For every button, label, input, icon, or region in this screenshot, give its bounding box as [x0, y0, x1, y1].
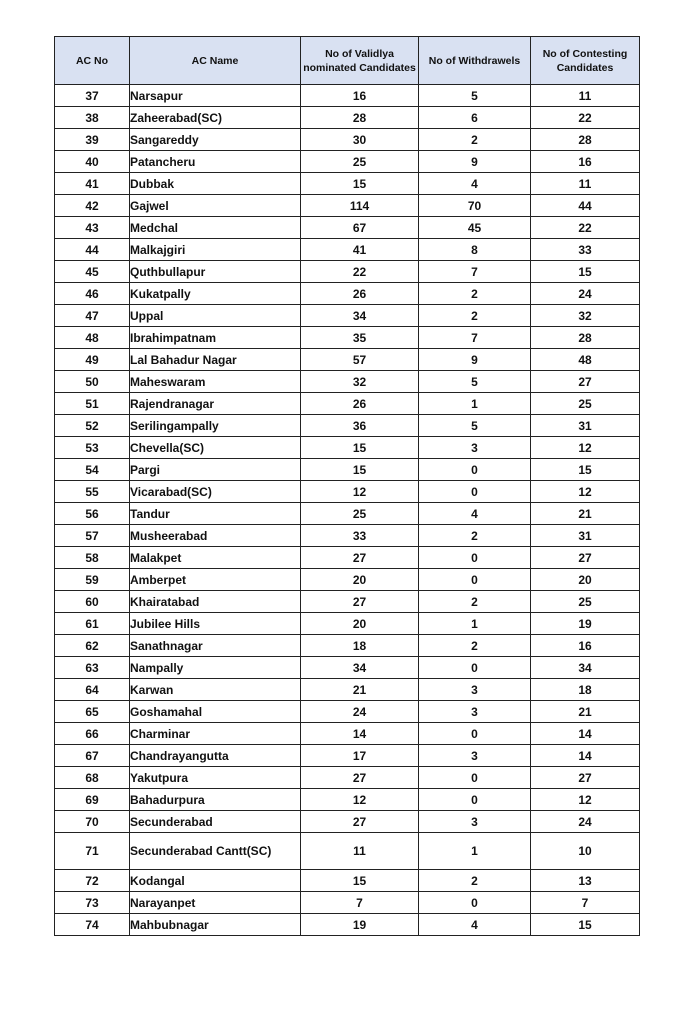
table-row — [55, 701, 640, 723]
cell-withdrawals: 1 — [419, 393, 531, 415]
cell-ac-name: Narayanpet — [130, 892, 301, 914]
cell-nominated: 7 — [301, 892, 419, 914]
cell-withdrawals: 8 — [419, 239, 531, 261]
cell-ac-name: Musheerabad — [130, 525, 301, 547]
cell-nominated: 27 — [301, 591, 419, 613]
table-row — [55, 525, 640, 547]
cell-ac-no: 57 — [55, 525, 130, 547]
cell-withdrawals: 7 — [419, 327, 531, 349]
table-row — [55, 195, 640, 217]
cell-nominated: 14 — [301, 723, 419, 745]
cell-withdrawals: 0 — [419, 767, 531, 789]
cell-ac-name: Charminar — [130, 723, 301, 745]
cell-ac-name: Sangareddy — [130, 129, 301, 151]
cell-contesting: 33 — [531, 239, 640, 261]
cell-withdrawals: 5 — [419, 85, 531, 107]
cell-contesting: 15 — [531, 261, 640, 283]
cell-withdrawals: 7 — [419, 261, 531, 283]
cell-withdrawals: 2 — [419, 635, 531, 657]
cell-nominated: 67 — [301, 217, 419, 239]
cell-withdrawals: 5 — [419, 371, 531, 393]
cell-ac-no: 65 — [55, 701, 130, 723]
cell-ac-name: Nampally — [130, 657, 301, 679]
cell-withdrawals: 5 — [419, 415, 531, 437]
cell-contesting: 27 — [531, 547, 640, 569]
cell-contesting: 22 — [531, 107, 640, 129]
cell-contesting: 27 — [531, 767, 640, 789]
cell-contesting: 13 — [531, 870, 640, 892]
table-row — [55, 459, 640, 481]
cell-ac-no: 66 — [55, 723, 130, 745]
cell-contesting: 34 — [531, 657, 640, 679]
table-row — [55, 239, 640, 261]
cell-withdrawals: 4 — [419, 173, 531, 195]
cell-nominated: 11 — [301, 833, 419, 870]
cell-ac-name: Secunderabad Cantt(SC) — [130, 833, 301, 870]
cell-ac-no: 45 — [55, 261, 130, 283]
cell-nominated: 12 — [301, 789, 419, 811]
cell-nominated: 25 — [301, 151, 419, 173]
cell-nominated: 26 — [301, 283, 419, 305]
cell-nominated: 34 — [301, 305, 419, 327]
cell-contesting: 11 — [531, 173, 640, 195]
cell-contesting: 15 — [531, 459, 640, 481]
cell-withdrawals: 9 — [419, 151, 531, 173]
cell-withdrawals: 3 — [419, 679, 531, 701]
cell-ac-no: 68 — [55, 767, 130, 789]
cell-contesting: 18 — [531, 679, 640, 701]
cell-ac-name: Malakpet — [130, 547, 301, 569]
header-nominated: No of Validlya nominated Candidates — [301, 37, 419, 85]
cell-ac-name: Goshamahal — [130, 701, 301, 723]
table-row — [55, 349, 640, 371]
cell-ac-name: Patancheru — [130, 151, 301, 173]
cell-withdrawals: 0 — [419, 569, 531, 591]
cell-ac-no: 38 — [55, 107, 130, 129]
cell-nominated: 114 — [301, 195, 419, 217]
cell-withdrawals: 3 — [419, 811, 531, 833]
cell-ac-no: 44 — [55, 239, 130, 261]
cell-nominated: 41 — [301, 239, 419, 261]
cell-ac-no: 60 — [55, 591, 130, 613]
table-row — [55, 261, 640, 283]
cell-contesting: 31 — [531, 415, 640, 437]
cell-withdrawals: 3 — [419, 701, 531, 723]
table-row — [55, 217, 640, 239]
table-row — [55, 129, 640, 151]
table-row — [55, 767, 640, 789]
table-row — [55, 503, 640, 525]
cell-ac-name: Medchal — [130, 217, 301, 239]
cell-ac-name: Quthbullapur — [130, 261, 301, 283]
cell-contesting: 12 — [531, 481, 640, 503]
cell-nominated: 35 — [301, 327, 419, 349]
table-row — [55, 437, 640, 459]
table-row — [55, 481, 640, 503]
table-row — [55, 283, 640, 305]
table-row — [55, 371, 640, 393]
cell-contesting: 21 — [531, 503, 640, 525]
cell-ac-no: 64 — [55, 679, 130, 701]
cell-contesting: 14 — [531, 723, 640, 745]
cell-ac-no: 72 — [55, 870, 130, 892]
cell-ac-name: Uppal — [130, 305, 301, 327]
cell-ac-no: 61 — [55, 613, 130, 635]
cell-ac-no: 62 — [55, 635, 130, 657]
table-row — [55, 892, 640, 914]
cell-ac-name: Narsapur — [130, 85, 301, 107]
cell-withdrawals: 1 — [419, 833, 531, 870]
cell-ac-name: Pargi — [130, 459, 301, 481]
table-row — [55, 679, 640, 701]
table-row — [55, 914, 640, 936]
cell-ac-no: 52 — [55, 415, 130, 437]
cell-ac-no: 37 — [55, 85, 130, 107]
table-row — [55, 327, 640, 349]
cell-nominated: 17 — [301, 745, 419, 767]
cell-withdrawals: 9 — [419, 349, 531, 371]
cell-ac-no: 56 — [55, 503, 130, 525]
cell-withdrawals: 2 — [419, 283, 531, 305]
cell-withdrawals: 4 — [419, 503, 531, 525]
table-row — [55, 811, 640, 833]
cell-ac-name: Gajwel — [130, 195, 301, 217]
cell-ac-no: 69 — [55, 789, 130, 811]
table-row — [55, 107, 640, 129]
table-row — [55, 723, 640, 745]
table-row — [55, 173, 640, 195]
cell-withdrawals: 45 — [419, 217, 531, 239]
cell-ac-no: 41 — [55, 173, 130, 195]
table-row — [55, 657, 640, 679]
cell-withdrawals: 0 — [419, 723, 531, 745]
cell-contesting: 12 — [531, 437, 640, 459]
cell-contesting: 27 — [531, 371, 640, 393]
cell-nominated: 18 — [301, 635, 419, 657]
cell-ac-no: 42 — [55, 195, 130, 217]
cell-withdrawals: 4 — [419, 914, 531, 936]
cell-ac-no: 39 — [55, 129, 130, 151]
cell-nominated: 28 — [301, 107, 419, 129]
cell-withdrawals: 2 — [419, 525, 531, 547]
cell-nominated: 33 — [301, 525, 419, 547]
cell-ac-no: 73 — [55, 892, 130, 914]
cell-contesting: 15 — [531, 914, 640, 936]
cell-nominated: 30 — [301, 129, 419, 151]
cell-ac-name: Zaheerabad(SC) — [130, 107, 301, 129]
cell-contesting: 22 — [531, 217, 640, 239]
cell-ac-name: Rajendranagar — [130, 393, 301, 415]
header-contesting: No of Contesting Candidates — [531, 37, 640, 85]
cell-nominated: 34 — [301, 657, 419, 679]
cell-contesting: 19 — [531, 613, 640, 635]
cell-ac-name: Chandrayangutta — [130, 745, 301, 767]
cell-contesting: 44 — [531, 195, 640, 217]
cell-withdrawals: 70 — [419, 195, 531, 217]
table-row — [55, 613, 640, 635]
cell-contesting: 28 — [531, 327, 640, 349]
cell-ac-no: 58 — [55, 547, 130, 569]
cell-withdrawals: 6 — [419, 107, 531, 129]
cell-nominated: 24 — [301, 701, 419, 723]
cell-ac-no: 46 — [55, 283, 130, 305]
header-ac-name: AC Name — [130, 37, 301, 85]
cell-contesting: 7 — [531, 892, 640, 914]
table-row — [55, 85, 640, 107]
cell-contesting: 10 — [531, 833, 640, 870]
cell-ac-no: 40 — [55, 151, 130, 173]
cell-ac-no: 49 — [55, 349, 130, 371]
cell-contesting: 16 — [531, 151, 640, 173]
cell-contesting: 24 — [531, 283, 640, 305]
cell-nominated: 25 — [301, 503, 419, 525]
cell-ac-name: Chevella(SC) — [130, 437, 301, 459]
ac-candidates-table — [54, 36, 640, 936]
cell-contesting: 24 — [531, 811, 640, 833]
cell-nominated: 15 — [301, 870, 419, 892]
cell-contesting: 25 — [531, 591, 640, 613]
cell-withdrawals: 0 — [419, 657, 531, 679]
cell-ac-name: Kukatpally — [130, 283, 301, 305]
cell-ac-name: Kodangal — [130, 870, 301, 892]
table-row — [55, 833, 640, 870]
table-row — [55, 305, 640, 327]
cell-withdrawals: 3 — [419, 437, 531, 459]
cell-withdrawals: 0 — [419, 892, 531, 914]
cell-withdrawals: 0 — [419, 789, 531, 811]
cell-ac-name: Sanathnagar — [130, 635, 301, 657]
table-row — [55, 415, 640, 437]
cell-contesting: 48 — [531, 349, 640, 371]
cell-withdrawals: 3 — [419, 745, 531, 767]
cell-ac-no: 53 — [55, 437, 130, 459]
cell-ac-name: Maheswaram — [130, 371, 301, 393]
cell-ac-no: 47 — [55, 305, 130, 327]
cell-ac-name: Karwan — [130, 679, 301, 701]
cell-ac-name: Vicarabad(SC) — [130, 481, 301, 503]
cell-withdrawals: 2 — [419, 591, 531, 613]
cell-nominated: 16 — [301, 85, 419, 107]
cell-ac-name: Bahadurpura — [130, 789, 301, 811]
cell-contesting: 14 — [531, 745, 640, 767]
cell-contesting: 11 — [531, 85, 640, 107]
cell-ac-no: 74 — [55, 914, 130, 936]
cell-contesting: 28 — [531, 129, 640, 151]
cell-nominated: 15 — [301, 437, 419, 459]
cell-ac-no: 51 — [55, 393, 130, 415]
cell-ac-name: Jubilee Hills — [130, 613, 301, 635]
cell-withdrawals: 0 — [419, 481, 531, 503]
cell-nominated: 21 — [301, 679, 419, 701]
cell-ac-no: 54 — [55, 459, 130, 481]
cell-ac-name: Mahbubnagar — [130, 914, 301, 936]
cell-nominated: 57 — [301, 349, 419, 371]
cell-withdrawals: 2 — [419, 870, 531, 892]
cell-nominated: 15 — [301, 459, 419, 481]
table-row — [55, 635, 640, 657]
cell-withdrawals: 0 — [419, 459, 531, 481]
header-withdrawals: No of Withdrawels — [419, 37, 531, 85]
table-row — [55, 393, 640, 415]
cell-contesting: 20 — [531, 569, 640, 591]
cell-ac-no: 50 — [55, 371, 130, 393]
cell-contesting: 25 — [531, 393, 640, 415]
table-row — [55, 151, 640, 173]
cell-nominated: 27 — [301, 767, 419, 789]
cell-withdrawals: 2 — [419, 129, 531, 151]
cell-nominated: 20 — [301, 613, 419, 635]
cell-ac-name: Amberpet — [130, 569, 301, 591]
cell-ac-name: Lal Bahadur Nagar — [130, 349, 301, 371]
cell-contesting: 32 — [531, 305, 640, 327]
cell-withdrawals: 2 — [419, 305, 531, 327]
table-body — [55, 85, 640, 936]
table-row — [55, 569, 640, 591]
cell-ac-no: 55 — [55, 481, 130, 503]
cell-ac-no: 71 — [55, 833, 130, 870]
table-row — [55, 789, 640, 811]
cell-withdrawals: 1 — [419, 613, 531, 635]
cell-ac-no: 43 — [55, 217, 130, 239]
table-row — [55, 547, 640, 569]
cell-contesting: 16 — [531, 635, 640, 657]
header-row — [55, 37, 640, 85]
cell-ac-no: 48 — [55, 327, 130, 349]
cell-ac-no: 67 — [55, 745, 130, 767]
cell-nominated: 15 — [301, 173, 419, 195]
cell-withdrawals: 0 — [419, 547, 531, 569]
cell-ac-name: Tandur — [130, 503, 301, 525]
cell-nominated: 12 — [301, 481, 419, 503]
cell-ac-no: 63 — [55, 657, 130, 679]
cell-ac-name: Secunderabad — [130, 811, 301, 833]
table-row — [55, 870, 640, 892]
cell-ac-name: Yakutpura — [130, 767, 301, 789]
table-row — [55, 591, 640, 613]
cell-contesting: 12 — [531, 789, 640, 811]
cell-ac-name: Khairatabad — [130, 591, 301, 613]
cell-nominated: 19 — [301, 914, 419, 936]
header-ac-no: AC No — [55, 37, 130, 85]
cell-ac-name: Ibrahimpatnam — [130, 327, 301, 349]
cell-contesting: 31 — [531, 525, 640, 547]
cell-nominated: 20 — [301, 569, 419, 591]
cell-ac-name: Malkajgiri — [130, 239, 301, 261]
cell-ac-no: 59 — [55, 569, 130, 591]
table-row — [55, 745, 640, 767]
cell-nominated: 27 — [301, 811, 419, 833]
cell-nominated: 26 — [301, 393, 419, 415]
cell-ac-name: Serilingampally — [130, 415, 301, 437]
cell-nominated: 32 — [301, 371, 419, 393]
table-header — [55, 37, 640, 85]
cell-nominated: 27 — [301, 547, 419, 569]
cell-contesting: 21 — [531, 701, 640, 723]
cell-nominated: 22 — [301, 261, 419, 283]
cell-ac-name: Dubbak — [130, 173, 301, 195]
cell-ac-no: 70 — [55, 811, 130, 833]
cell-nominated: 36 — [301, 415, 419, 437]
